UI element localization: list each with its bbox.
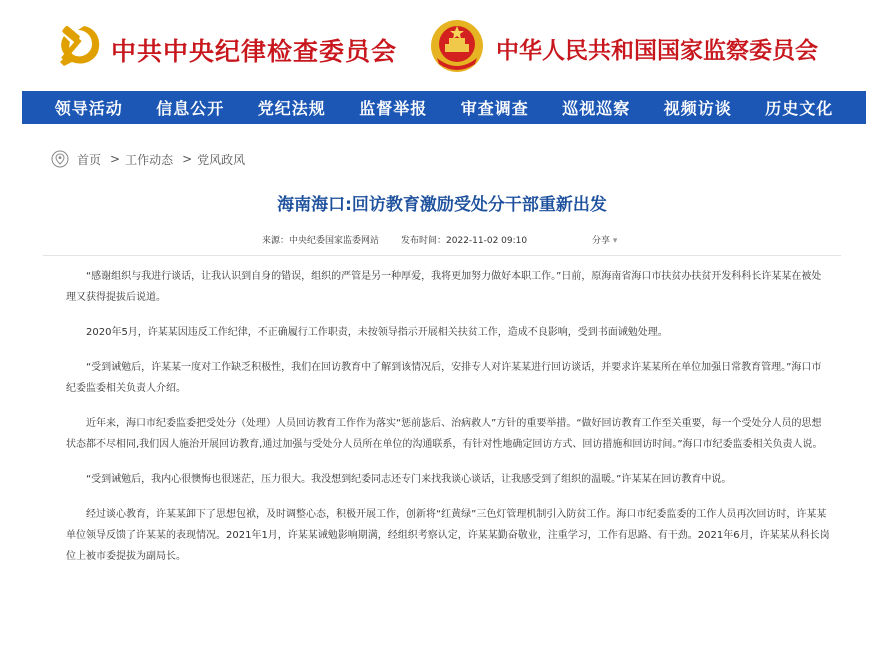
breadcrumb-separator: >: [182, 152, 193, 166]
article-paragraph: “感谢组织与我进行谈话，让我认识到自身的错误，组织的严管是另一种厚爱，我将更加努力做好本职工作。”日前，原海南省海口市扶贫办扶贫开发科科长许某某在被处理又获得提拔后说道。: [66, 271, 822, 303]
article-time: 发布时间：2022-11-02 09:10: [401, 236, 528, 246]
breadcrumb-separator: >: [110, 152, 121, 166]
nav-item-reporting[interactable]: 监督举报: [359, 99, 428, 118]
site-header: [0, 0, 884, 118]
article-paragraph: 经过谈心教育，许某某卸下了思想包袱，及时调整心态，积极开展工作，创新将“红黄绿”三色灯管理机制引入防贫工作。海口市纪委监委的工作人员再次回访时，许某某单位领导反馈了许某某的表现情况。2021年1月，许某某诫勉影响期满，经组织考察认定，许某某勤奋敬业，注重学习，工作有思路、有干劲。2021年6月，许某某从科长岗位上被市委提拔为副局长。: [66, 509, 830, 562]
main-nav: [22, 91, 866, 124]
national-emblem-icon[interactable]: [429, 18, 485, 74]
article-paragraph: 2020年5月，许某某因违反工作纪律，不正确履行工作职责，未按领导指示开展相关扶贫工作，造成不良影响，受到书面诫勉处理。: [86, 327, 668, 338]
nsc-title[interactable]: 中华人民共和国国家监察委员会: [496, 37, 818, 64]
nav-item-video[interactable]: 视频访谈: [663, 99, 732, 118]
divider: [43, 255, 841, 256]
party-emblem-icon[interactable]: [54, 22, 104, 68]
chevron-down-icon: ▾: [612, 236, 618, 246]
article-meta: [262, 233, 527, 246]
nav-item-disclosure[interactable]: 信息公开: [156, 99, 225, 118]
breadcrumb-work-news[interactable]: 工作动态: [125, 152, 174, 167]
article-paragraph: “受到诫勉后，我内心很懊悔也很迷茫，压力很大。我没想到纪委同志还专门来找我谈心谈话，让我感受到了组织的温暖。”许某某在回访教育中说。: [86, 474, 732, 485]
ccdi-title[interactable]: 中共中央纪律检查委员会: [111, 37, 398, 66]
share-button[interactable]: [592, 233, 617, 246]
share-label: 分享: [592, 236, 611, 246]
nav-item-leadership[interactable]: 领导活动: [54, 99, 123, 118]
article-paragraph: “受到诫勉后，许某某一度对工作缺乏积极性，我们在回访教育中了解到该情况后，安排专人对许某某进行回访谈话，并要求许某某所在单位加强日常教育管理。”海口市纪委监委相关负责人介绍。: [66, 362, 822, 394]
article-source: 来源：中央纪委国家监委网站: [262, 236, 380, 246]
article-body: [66, 266, 830, 581]
article-title: 海南海口:回访教育激励受处分干部重新出发: [277, 195, 607, 215]
breadcrumb-party-style[interactable]: 党风政风: [197, 152, 246, 167]
breadcrumb-home[interactable]: 首页: [77, 152, 102, 167]
location-icon: [51, 150, 69, 168]
nav-item-regulations[interactable]: 党纪法规: [257, 99, 326, 118]
nav-item-history[interactable]: 历史文化: [765, 99, 834, 118]
nav-item-inspection[interactable]: 巡视巡察: [562, 99, 631, 118]
article-paragraph: 近年来，海口市纪委监委把受处分（处理）人员回访教育工作作为落实“惩前毖后、治病救人”方针的重要举措。“做好回访教育工作至关重要，每一个受处分人员的思想状态都不尽相同,我们因人施治开展回访教育,通过加强与受处分人员所在单位的沟通联系，有针对性地确定回访方式、回访措施和回访时间。”海口市纪委监委相关负责人说。: [66, 418, 823, 450]
breadcrumb: [51, 150, 249, 168]
nav-item-investigation[interactable]: 审查调查: [460, 99, 529, 118]
